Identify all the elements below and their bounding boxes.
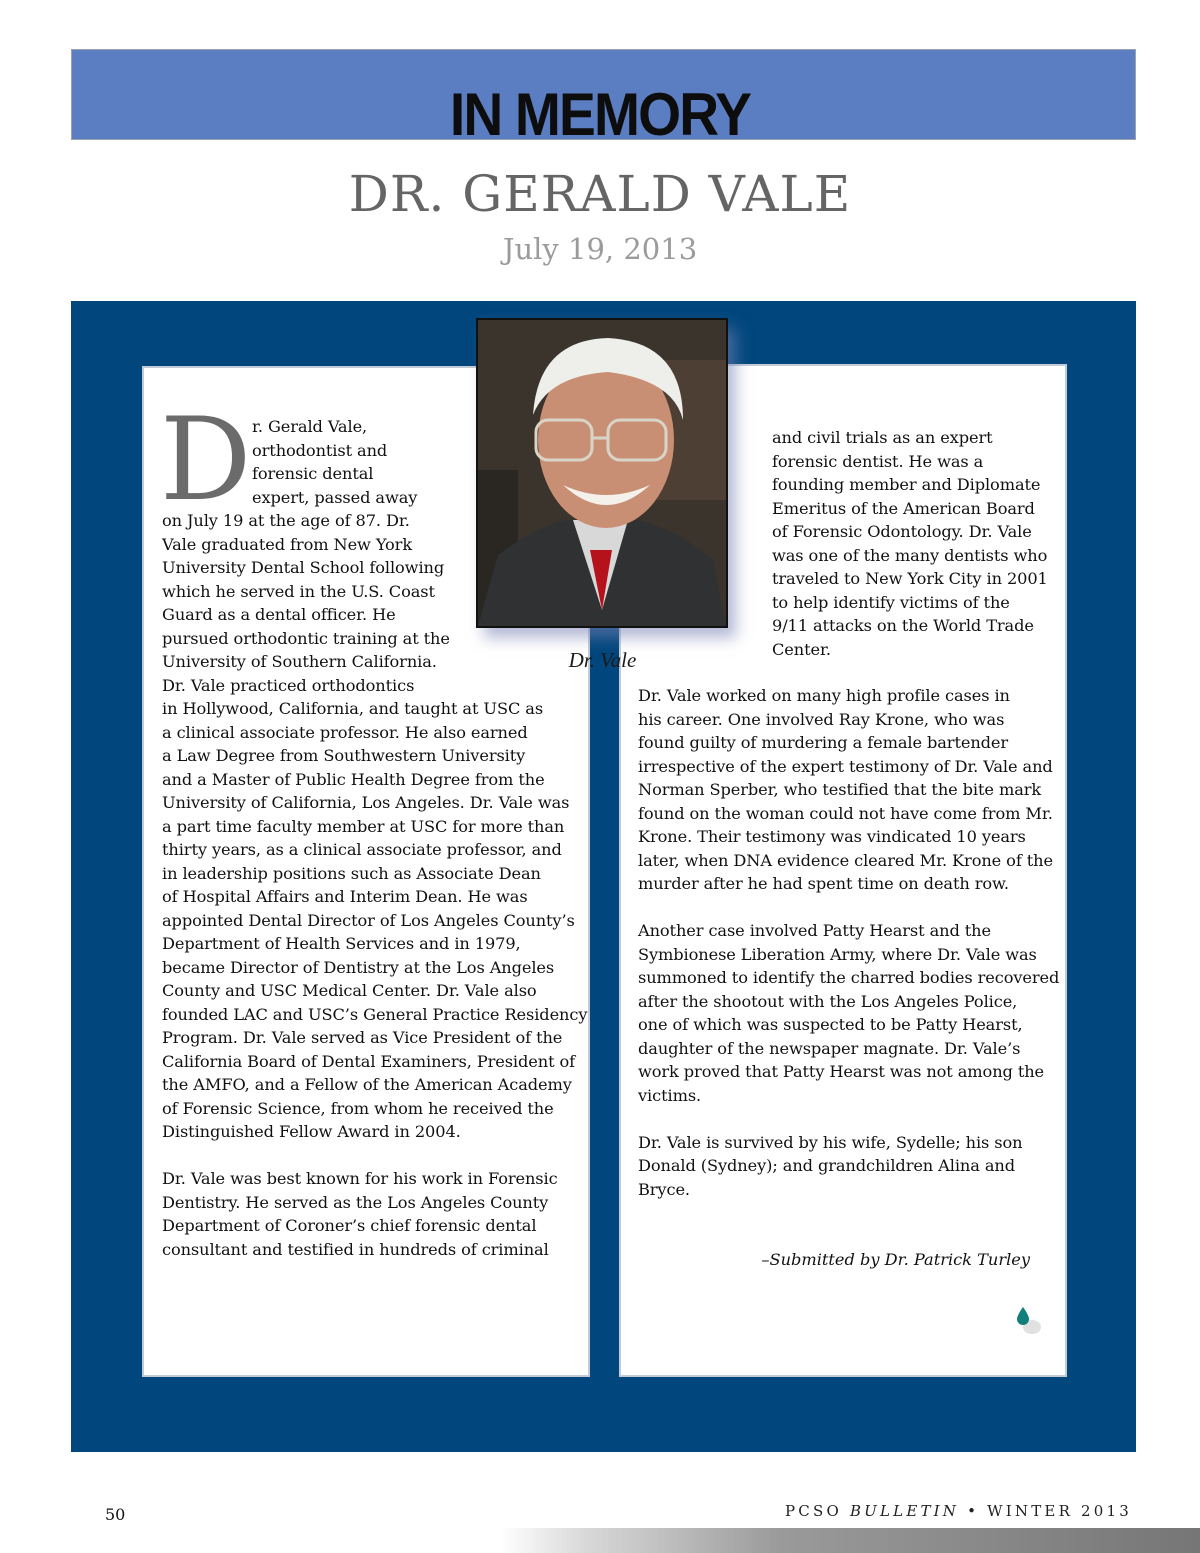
submitted-by: –Submitted by Dr. Patrick Turley [761, 1250, 1030, 1269]
text-line [638, 896, 1059, 920]
text-line: Another case involved Patty Hearst and the [638, 921, 991, 940]
photo-caption: Dr. Vale [568, 648, 637, 672]
text-line: one of which was suspected to be Patty Hearst, [638, 1015, 1023, 1034]
text-line: on July 19 at the age of 87. Dr. [162, 511, 410, 530]
text-line: the AMFO, and a Fellow of the American Academy [162, 1075, 572, 1094]
text-line: Emeritus of the American Board [772, 498, 1035, 518]
text-line: a Law Degree from Southwestern University [162, 746, 526, 765]
footer-publication-italic: BULLETIN [849, 1502, 960, 1520]
text-line: was one of the many dentists who [772, 545, 1048, 565]
banner-title: IN MEMORY [449, 81, 751, 148]
text-line: pursued orthodontic training at the [162, 628, 450, 648]
footer-issue: WINTER 2013 [987, 1502, 1132, 1520]
text-line: County and USC Medical Center. Dr. Vale also [162, 981, 537, 1000]
article-right-column [638, 684, 1059, 1201]
memorial-date: July 19, 2013 [502, 232, 698, 266]
text-line: a clinical associate professor. He also earned [162, 722, 528, 742]
text-line: University of Southern California. [162, 652, 437, 671]
text-line: Donald (Sydney); and grandchildren Alina and [638, 1156, 1015, 1175]
text-line: later, when DNA evidence cleared Mr. Krone of the [638, 850, 1053, 870]
text-line: forensic dental [252, 464, 374, 483]
text-line: appointed Dental Director of Los Angeles County’s [162, 910, 575, 930]
footer-separator: • [967, 1502, 980, 1520]
text-line: r. Gerald Vale, [252, 417, 368, 436]
page-number: 50 [105, 1505, 126, 1524]
text-line: Dr. Vale worked on many high profile cases in [638, 686, 1010, 705]
text-line: and a Master of Public Health Degree from the [162, 769, 545, 789]
text-line: University Dental School following [162, 558, 445, 577]
text-line: and civil trials as an expert [772, 428, 993, 447]
text-line: 9/11 attacks on the World Trade [772, 616, 1034, 635]
text-line: Center. [772, 639, 831, 659]
text-line: Norman Sperber, who testified that the bite mark [638, 780, 1042, 799]
article-right-top-column [772, 426, 1048, 661]
footer-gradient-bar [500, 1528, 1200, 1553]
text-line: work proved that Patty Hearst was not among the [638, 1062, 1045, 1081]
article-left-column [162, 415, 587, 1261]
text-line: of Forensic Science, from whom he received the [162, 1098, 554, 1118]
text-line: University of California, Los Angeles. Dr. Vale was [162, 793, 570, 812]
text-line: Vale graduated from New York [162, 534, 413, 554]
text-line: irrespective of the expert testimony of Dr. Vale and [638, 756, 1053, 776]
text-line: founded LAC and USC’s General Practice Residency [162, 1004, 588, 1024]
text-line: became Director of Dentistry at the Los Angeles [162, 957, 555, 977]
text-line: forensic dentist. He was a [772, 451, 984, 471]
text-line: Dentistry. He served as the Los Angeles County [162, 1192, 549, 1212]
text-line: Distinguished Fellow Award in 2004. [162, 1122, 461, 1141]
text-line [638, 1107, 1059, 1131]
honoree-name: DR. GERALD VALE [348, 165, 852, 223]
text-line: which he served in the U.S. Coast [162, 581, 435, 601]
teardrop-icon [1014, 1305, 1048, 1344]
text-line: thirty years, as a clinical associate professor, and [162, 840, 562, 859]
text-line: Guard as a dental officer. He [162, 605, 396, 624]
text-line: expert, passed away [252, 487, 418, 507]
text-line: in Hollywood, California, and taught at USC as [162, 699, 544, 718]
text-line: Dr. Vale was best known for his work in Forensic [162, 1169, 558, 1188]
text-line: of Forensic Odontology. Dr. Vale [772, 522, 1032, 541]
text-line: daughter of the newspaper magnate. Dr. Vale’s [638, 1038, 1021, 1058]
text-line: a part time faculty member at USC for more than [162, 816, 565, 836]
text-line: found on the woman could not have come from Mr. [638, 803, 1053, 823]
text-line: traveled to New York City in 2001 [772, 569, 1048, 588]
text-line: Department of Coroner’s chief forensic dental [162, 1216, 537, 1235]
text-line: in leadership positions such as Associate Dean [162, 863, 541, 883]
text-line: found guilty of murdering a female bartender [638, 733, 1009, 752]
text-line: founding member and Diplomate [772, 475, 1041, 494]
publication-footer [785, 1502, 1132, 1520]
text-line: Program. Dr. Vale served as Vice President of the [162, 1028, 563, 1047]
text-line: Symbionese Liberation Army, where Dr. Vale was [638, 944, 1037, 964]
text-line: Krone. Their testimony was vindicated 10 years [638, 827, 1026, 846]
text-line: Dr. Vale practiced orthodontics [162, 675, 415, 695]
text-line: after the shootout with the Los Angeles Police, [638, 991, 1018, 1011]
footer-publication: PCSO [785, 1502, 842, 1520]
text-line: Bryce. [638, 1179, 690, 1199]
text-line: orthodontist and [252, 440, 388, 460]
text-line: Dr. Vale is survived by his wife, Sydelle; his son [638, 1132, 1023, 1152]
text-line: consultant and testified in hundreds of criminal [162, 1239, 549, 1259]
text-line: Department of Health Services and in 1979, [162, 934, 521, 953]
text-line: his career. One involved Ray Krone, who was [638, 709, 1005, 729]
text-line: of Hospital Affairs and Interim Dean. He was [162, 887, 528, 906]
drop-cap: D [160, 393, 252, 526]
text-line: victims. [638, 1085, 702, 1105]
text-line: to help identify victims of the [772, 592, 1010, 612]
text-line: California Board of Dental Examiners, President of [162, 1051, 576, 1071]
text-line [162, 1144, 587, 1168]
text-line: summoned to identify the charred bodies recovered [638, 968, 1060, 987]
text-line: murder after he had spent time on death row. [638, 874, 1009, 893]
